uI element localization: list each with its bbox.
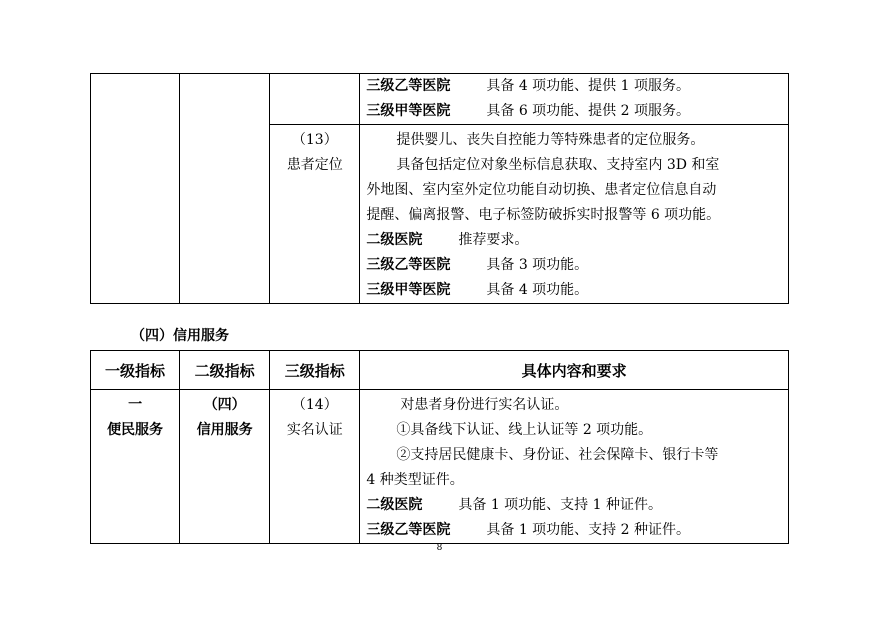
- column-header: 一级指标: [91, 351, 180, 390]
- empty-level2-cell: [180, 74, 270, 304]
- empty-level1-cell: [91, 74, 180, 304]
- list-item: ①具备线下认证、线上认证等 2 项功能。: [396, 422, 653, 438]
- table-row: [91, 74, 789, 125]
- requirement-text: 具备 1 项功能、支持 1 种证件。: [458, 497, 662, 513]
- column-header: 具体内容和要求: [360, 351, 789, 390]
- content-cell: [360, 74, 789, 125]
- column-header: 二级指标: [180, 351, 270, 390]
- paragraph: 对患者身份进行实名认证。: [400, 397, 569, 413]
- list-item-continuation: 4 种类型证件。: [366, 472, 464, 488]
- empty-level3-cell: [270, 74, 360, 125]
- paragraph-line: 提醒、偏离报警、电子标签防破拆实时报警等 6 项功能。: [366, 207, 721, 223]
- paragraph-line: 外地图、室内室外定位功能自动切换、患者定位信息自动: [366, 182, 717, 198]
- requirement-line: [360, 278, 788, 303]
- indicator-name: 患者定位: [286, 157, 343, 173]
- hospital-level: 三级甲等医院: [366, 103, 451, 119]
- indicator-index: （13）: [291, 132, 338, 148]
- indicator-index: （14）: [291, 397, 338, 413]
- level2-cell: [180, 390, 270, 544]
- indicator-index: （四）: [203, 397, 246, 413]
- hospital-level: 三级乙等医院: [366, 78, 451, 94]
- requirement-line: [360, 493, 788, 518]
- content-cell: [360, 125, 789, 304]
- requirement-line: [360, 99, 788, 124]
- paragraph-line: 具备包括定位对象坐标信息获取、支持室内 3D 和室: [396, 157, 720, 173]
- column-header: 三级指标: [270, 351, 360, 390]
- hospital-level: 三级乙等医院: [366, 522, 451, 538]
- hospital-level: 三级甲等医院: [366, 282, 451, 298]
- indicator-name: 便民服务: [107, 422, 164, 438]
- paragraph: 提供婴儿、丧失自控能力等特殊患者的定位服务。: [396, 132, 705, 148]
- requirement-text: 推荐要求。: [458, 232, 529, 248]
- level1-cell: [91, 390, 180, 544]
- hospital-level: 二级医院: [366, 232, 423, 248]
- bottom-table: [90, 350, 789, 544]
- requirement-text: 具备 3 项功能。: [486, 257, 589, 273]
- requirement-text: 具备 4 项功能。: [486, 282, 589, 298]
- level3-cell: [270, 390, 360, 544]
- requirement-text: 具备 4 项功能、提供 1 项服务。: [486, 78, 690, 94]
- requirement-line: [360, 518, 788, 543]
- indicator-name: 实名认证: [286, 422, 343, 438]
- page-number: 8: [436, 543, 443, 553]
- level3-cell: [270, 125, 360, 304]
- requirement-line: [360, 253, 788, 278]
- table-row: [91, 390, 789, 544]
- hospital-level: 二级医院: [366, 497, 423, 513]
- section-title: （四）信用服务: [131, 328, 229, 344]
- top-table: [90, 73, 789, 304]
- requirement-text: 具备 6 项功能、提供 2 项服务。: [486, 103, 690, 119]
- requirement-line: [360, 228, 788, 253]
- content-cell: [360, 390, 789, 544]
- hospital-level: 三级乙等医院: [366, 257, 451, 273]
- list-item: ②支持居民健康卡、身份证、社会保障卡、银行卡等: [396, 447, 719, 463]
- indicator-name: 信用服务: [196, 422, 253, 438]
- indicator-index: 一: [128, 397, 143, 413]
- requirement-text: 具备 1 项功能、支持 2 种证件。: [486, 522, 690, 538]
- requirement-line: [360, 74, 788, 99]
- header-row: [91, 351, 789, 390]
